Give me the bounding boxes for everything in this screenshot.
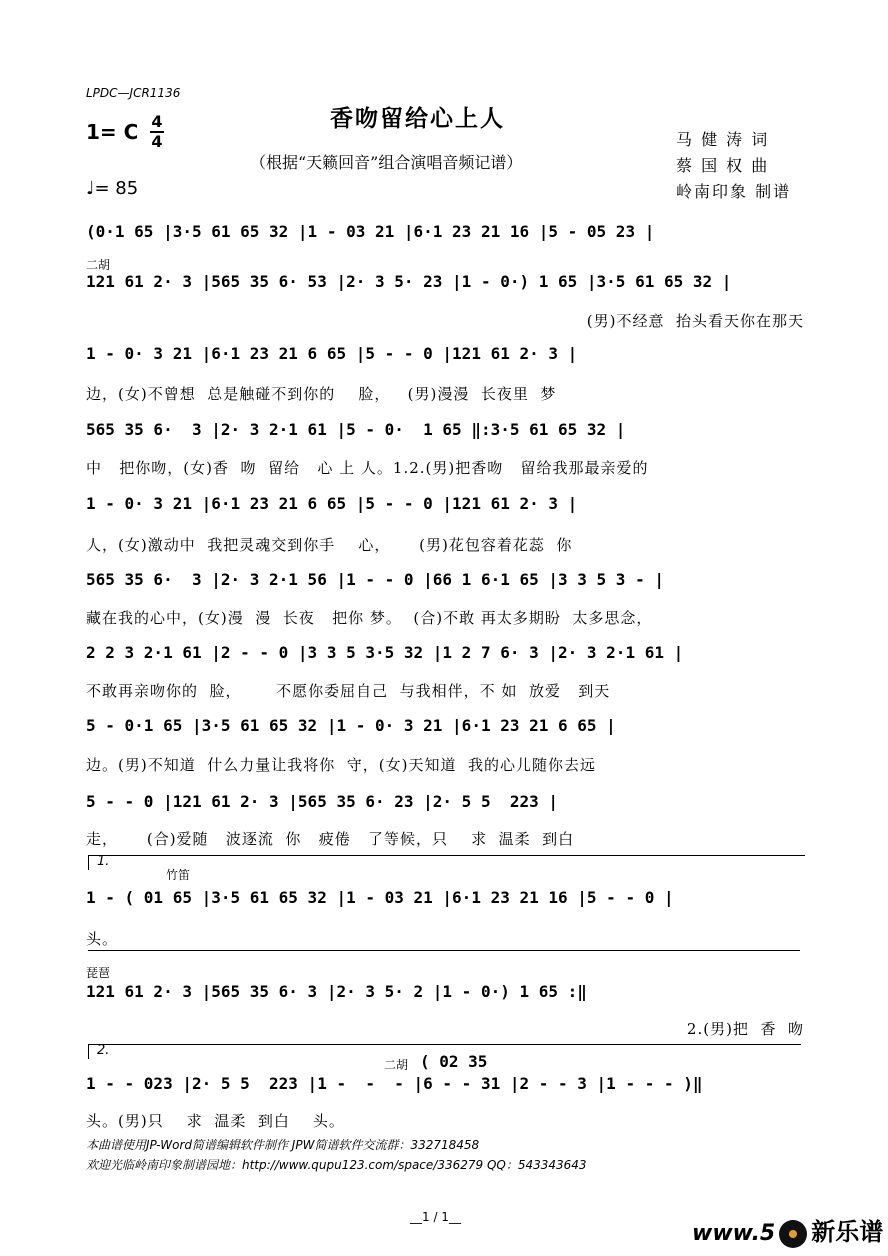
instrument-pipa: 琵琶: [86, 966, 111, 980]
watermark-logo: [692, 1212, 883, 1248]
tempo-marking: ♩= 85: [86, 178, 139, 199]
watermark-url: www.5: [692, 1221, 776, 1246]
lyric-line-7: 不敢再亲吻你的 脸， 不愿你委屈自己 与我相伴，不 如 放爱 到天: [86, 682, 611, 700]
lyric-line-5: 人，(女)激动中 我把灵魂交到你手 心， (男)花包容着花蕊 你: [86, 536, 573, 554]
notation-line-2: 121 61 2· 3 |565 35 6· 53 |2· 3 5· 23 |1 - 0·) 1 65 |3·5 61 65 32 |: [86, 272, 732, 291]
footer-software-line: 本曲谱使用JP-Word简谱编辑软件制作 JPW简谱软件交流群：332718458: [86, 1138, 480, 1152]
record-disc-icon: [779, 1220, 807, 1248]
time-signature: [150, 114, 164, 150]
credits: [676, 127, 791, 205]
notation-line-7: 2 2 3 2·1 61 |2 - - 0 |3 3 5 3·5 32 |1 2 7 6· 3 |2· 3 2·1 61 |: [86, 643, 684, 662]
composer: 蔡 国 权 曲: [676, 156, 770, 175]
notation-line-1: (0·1 65 |3·5 61 65 32 |1 - 03 21 |6·1 23 21 16 |5 - 05 23 |: [86, 222, 655, 241]
lyricist: 马 健 涛 词: [676, 130, 770, 149]
volta-label-2: 2.: [97, 1043, 110, 1058]
lyric-line-9: 走， (合)爱随 波逐流 你 疲倦 了等候，只 求 温柔 到白: [86, 830, 575, 848]
volta-1-end-line: [88, 950, 800, 951]
lyric-line-10: 头。: [86, 930, 119, 948]
lyric-line-2: (男)不经意 抬头看天你在那天: [586, 312, 804, 330]
notation-line-3: 1 - 0· 3 21 |6·1 23 21 6 65 |5 - - 0 |121 61 2· 3 |: [86, 344, 578, 363]
notation-line-6: 565 35 6· 3 |2· 3 2·1 56 |1 - - 0 |66 1 6·1 65 |3 3 5 3 - |: [86, 570, 664, 589]
notation-line-11: 121 61 2· 3 |565 35 6· 3 |2· 3 5· 2 |1 - 0·) 1 65 :‖: [86, 982, 587, 1001]
notation-line-5: 1 - 0· 3 21 |6·1 23 21 6 65 |5 - - 0 |121 61 2· 3 |: [86, 494, 578, 513]
lyric-line-12: 头。(男)只 求 温柔 到白 头。: [86, 1112, 345, 1130]
lyric-line-4: 中 把你吻，(女)香 吻 留给 心 上 人。1.2.(男)把香吻 留给我那最亲爱的: [86, 459, 649, 477]
volta-label-1: 1.: [97, 854, 110, 869]
lyric-line-11: 2.(男)把 香 吻: [686, 1020, 804, 1038]
volta-bracket-1: [88, 855, 805, 870]
notation-line-8: 5 - 0·1 65 |3·5 61 65 32 |1 - 0· 3 21 |6·1 23 21 6 65 |: [86, 716, 616, 735]
key-signature: 1= C: [86, 120, 139, 144]
time-numerator: 4: [151, 112, 163, 131]
arranger: 岭南印象 制谱: [676, 182, 792, 201]
page-title: 香吻留给心上人: [330, 105, 505, 132]
page-number: __1 / 1__: [410, 1210, 461, 1224]
erhu-intro-notes: ( 02 35: [420, 1052, 488, 1071]
instrument-erhu-2: 二胡: [384, 1058, 409, 1072]
notation-line-12: 1 - - 023 |2· 5 5 223 |1 - - - |6 - - 31 |2 - - 3 |1 - - - )‖: [86, 1074, 703, 1093]
lyric-line-6: 藏在我的心中，(女)漫 漫 长夜 把你 梦。 (合)不敢 再太多期盼 太多思念，: [86, 609, 653, 627]
notation-line-10: 1 - ( 01 65 |3·5 61 65 32 |1 - 03 21 |6·1 23 21 16 |5 - - 0 |: [86, 888, 674, 907]
subtitle: （根据“天籁回音”组合演唱音频记谱）: [250, 153, 523, 172]
instrument-erhu: 二胡: [86, 258, 111, 272]
notation-line-4: 565 35 6· 3 |2· 3 2·1 61 |5 - 0· 1 65 ‖:3·5 61 65 32 |: [86, 420, 626, 439]
notation-line-9: 5 - - 0 |121 61 2· 3 |565 35 6· 23 |2· 5 5 223 |: [86, 792, 559, 811]
footer-website-line: 欢迎光临岭南印象制谱园地：http://www.qupu123.com/space/336279 QQ：543343643: [86, 1158, 587, 1172]
time-denominator: 4: [151, 132, 163, 151]
instrument-dizi: 竹笛: [166, 868, 191, 882]
watermark-brand: 新乐谱: [811, 1218, 884, 1246]
score-code: LPDC—JCR1136: [86, 86, 181, 100]
lyric-line-3: 边，(女)不曾想 总是触碰不到你的 脸， (男)漫漫 长夜里 梦: [86, 385, 557, 403]
lyric-line-8: 边。(男)不知道 什么力量让我将你 守，(女)天知道 我的心儿随你去远: [86, 756, 597, 774]
